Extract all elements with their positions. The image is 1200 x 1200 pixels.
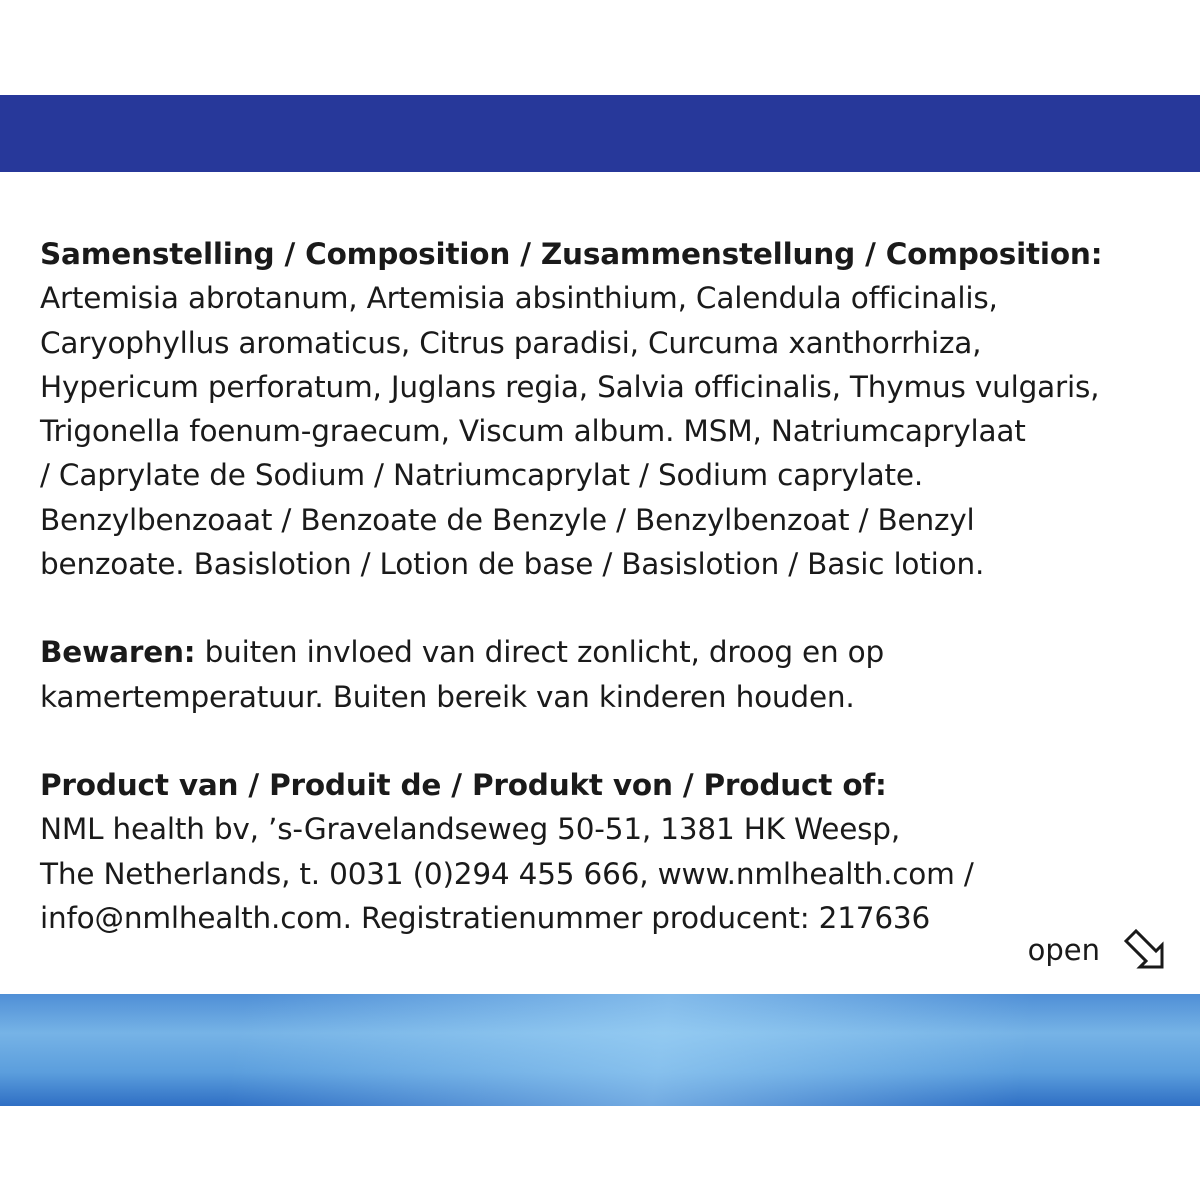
storage-text-2: kamertemperatuur. Buiten bereik van kinderen houden. — [40, 679, 855, 714]
producer-line: The Netherlands, t. 0031 (0)294 455 666, www.nmlhealth.com / — [40, 856, 974, 891]
composition-line: benzoate. Basislotion / Lotion de base / Basislotion / Basic lotion. — [40, 547, 985, 582]
top-color-band — [0, 95, 1200, 172]
open-label: open — [1027, 933, 1100, 967]
bottom-color-band — [0, 994, 1200, 1106]
composition-line: Caryophyllus aromaticus, Citrus paradisi, Curcuma xanthorrhiza, — [40, 325, 982, 360]
producer-heading: Product van / Produit de / Produkt von / Product of: — [40, 767, 887, 802]
storage-text-1: buiten invloed van direct zonlicht, droog en op — [195, 635, 885, 670]
composition-line: Artemisia abrotanum, Artemisia absinthium, Calendula officinalis, — [40, 281, 998, 316]
producer-line: NML health bv, ’s-Gravelandseweg 50-51, 1381 HK Weesp, — [40, 812, 901, 847]
composition-line: Hypericum perforatum, Juglans regia, Salvia officinalis, Thymus vulgaris, — [40, 369, 1100, 404]
composition-line: Benzylbenzoaat / Benzoate de Benzyle / Benzylbenzoat / Benzyl — [40, 502, 975, 537]
storage-heading: Bewaren: — [40, 635, 196, 670]
open-instruction — [1028, 925, 1168, 975]
storage-first-line — [40, 630, 1180, 674]
producer-line: info@nmlhealth.com. Registratienummer producent: 217636 — [40, 900, 931, 935]
band-highlight — [0, 994, 1200, 1106]
composition-line: / Caprylate de Sodium / Natriumcaprylat / Sodium caprylate. — [40, 458, 924, 493]
storage-section — [40, 630, 1180, 719]
product-label-text — [40, 232, 1180, 940]
composition-section — [40, 232, 1180, 586]
composition-heading: Samenstelling / Composition / Zusammenstellung / Composition: — [40, 237, 1103, 271]
composition-line: Trigonella foenum-graecum, Viscum album. MSM, Natriumcaprylaat — [40, 414, 1026, 449]
producer-section — [40, 763, 1180, 940]
arrow-down-right-icon — [1122, 927, 1168, 973]
